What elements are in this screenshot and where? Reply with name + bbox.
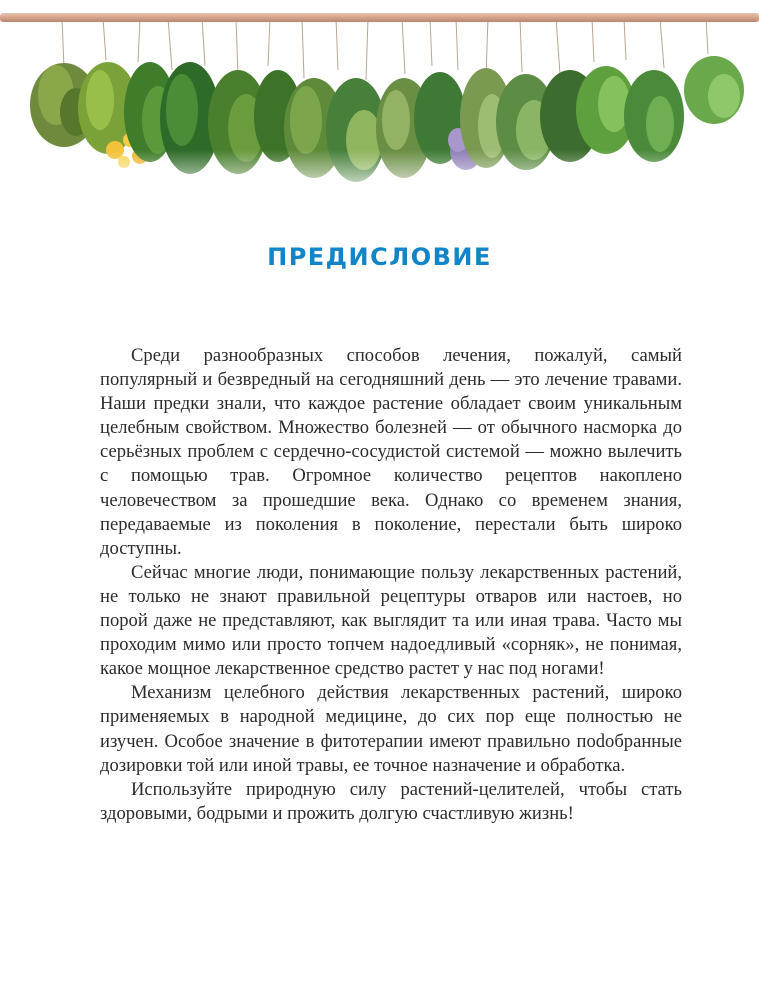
paragraph-2: Сейчас многие люди, понимающие пользу лекарственных растений, не только не знают правильной рецептуры отваров или настоев, но порой даже не представляют, как выглядит та или иная трава. Часто мы проходим мимо или просто топчем надоедливый «сорняк», не понимая, какое мощное лекарственное средство растет у нас под ногами!: [100, 561, 682, 680]
preface-body: [100, 344, 682, 826]
page-title: ПРЕДИСЛОВИЕ: [267, 243, 492, 271]
paragraph-4: Используйте природную силу растений-целителей, чтобы стать здоровыми, бодрыми и прожить долгую счастливую жизнь!: [100, 778, 682, 824]
paragraph-3: Механизм целебного действия лекарственных растений, широко применяемых в народной медицине, до сих пор еще полностью не изучен. Особое значение в фитотерапии имеют правильно поdобранные дозировки той или иной травы, ее точное назначение и обработка.: [100, 682, 682, 776]
paragraph-1: Среди разнообразных способов лечения, пожалуй, самый популярный и безвредный на сегодняшний день — это лечение травами. Наши предки знали, что каждое растение обладает своим уникальным целебным свойством. Множество болезней — от обычного насморка до серьёзных проблем с сердечно-сосудистой системой — можно вылечить с помощью трав. Огромное количество рецептов накоплено человечеством за прошедшие века. Однако со временем знания, передаваемые из поколения в поколение, перестали быть широко доступны.: [100, 345, 682, 559]
wooden-rod: [0, 13, 759, 22]
hanging-herbs-banner: [0, 0, 759, 200]
